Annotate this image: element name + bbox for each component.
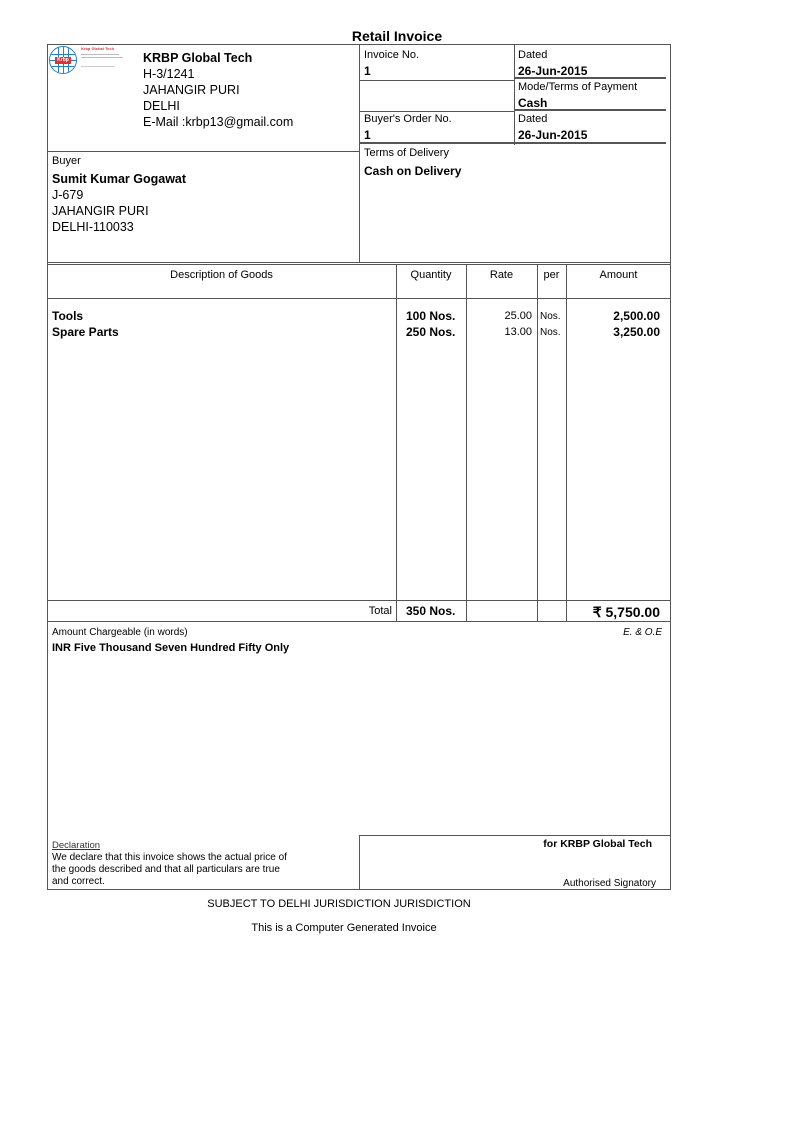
logo-detail-line	[81, 54, 119, 55]
total-amount: ₹ 5,750.00	[592, 604, 660, 620]
item-rate: 13.00	[504, 326, 532, 338]
globe-logo-icon	[49, 46, 77, 74]
column-header-quantity: Quantity	[410, 269, 452, 281]
column-header-per: per	[543, 269, 560, 281]
amount-words-label: Amount Chargeable (in words)	[52, 627, 188, 638]
buyer-order-label: Buyer's Order No.	[364, 113, 452, 125]
declaration-label: Declaration	[52, 840, 101, 851]
signatory-label: Authorised Signatory	[563, 878, 656, 889]
logo-text: Krbp	[55, 57, 71, 64]
item-amount: 2,500.00	[613, 309, 660, 323]
order-dated-value: 26-Jun-2015	[518, 128, 588, 142]
buyer-order-value: 1	[364, 128, 371, 142]
total-label: Total	[368, 605, 392, 617]
eoe-note: E. & O.E	[623, 627, 662, 638]
signatory-box-border	[359, 835, 360, 890]
item-quantity: 250 Nos.	[406, 325, 456, 339]
logo-caption: Krbp Global Tech	[81, 46, 115, 51]
table-top-border	[47, 262, 671, 265]
declaration-line: We declare that this invoice shows the actual price of	[52, 852, 287, 863]
column-divider	[537, 264, 538, 621]
item-quantity: 100 Nos.	[406, 309, 456, 323]
declaration-line: the goods described and that all particulars are true	[52, 864, 280, 875]
divider	[514, 142, 666, 144]
dated-value: 26-Jun-2015	[518, 64, 588, 78]
column-header-rate: Rate	[489, 269, 514, 281]
item-rate: 25.00	[504, 310, 532, 322]
divider	[359, 44, 360, 262]
column-header-amount: Amount	[599, 269, 638, 281]
buyer-name: Sumit Kumar Gogawat	[52, 172, 187, 186]
divider	[47, 151, 359, 152]
signatory-company: for KRBP Global Tech	[543, 838, 652, 850]
computer-generated-note: This is a Computer Generated Invoice	[251, 922, 437, 934]
item-per: Nos.	[540, 327, 561, 338]
item-description: Tools	[52, 309, 84, 323]
declaration-line: and correct.	[52, 876, 105, 887]
seller-name: KRBP Global Tech	[143, 51, 253, 65]
jurisdiction-note: SUBJECT TO DELHI JURISDICTION JURISDICTION	[207, 898, 471, 910]
buyer-label: Buyer	[52, 155, 81, 167]
column-header-description: Description of Goods	[170, 269, 273, 281]
logo-detail-line	[81, 57, 123, 58]
total-row-border	[47, 621, 671, 622]
table-header-border	[47, 298, 671, 299]
item-amount: 3,250.00	[613, 325, 660, 339]
item-description: Spare Parts	[52, 325, 119, 339]
total-quantity: 350 Nos.	[406, 604, 456, 618]
buyer-address-line: JAHANGIR PURI	[52, 204, 149, 218]
signatory-box-border	[359, 835, 671, 836]
total-row-border	[47, 600, 671, 601]
delivery-value: Cash on Delivery	[364, 164, 462, 178]
divider	[359, 80, 514, 81]
buyer-address-line: DELHI-110033	[52, 220, 134, 234]
amount-words-value: INR Five Thousand Seven Hundred Fifty Only	[52, 642, 290, 654]
dated-label: Dated	[518, 49, 548, 61]
seller-email: E-Mail :krbp13@gmail.com	[143, 115, 294, 129]
payment-value: Cash	[518, 96, 548, 110]
order-dated-label: Dated	[518, 113, 548, 125]
invoice-no-value: 1	[364, 64, 371, 78]
seller-address-line: JAHANGIR PURI	[143, 83, 240, 97]
invoice-no-label: Invoice No.	[364, 49, 420, 61]
divider	[359, 111, 514, 112]
column-divider	[396, 264, 397, 621]
item-per: Nos.	[540, 311, 561, 322]
logo-detail-line	[81, 66, 115, 67]
divider	[514, 44, 515, 145]
seller-address-line: DELHI	[143, 99, 180, 113]
delivery-label: Terms of Delivery	[364, 147, 449, 159]
divider	[359, 142, 514, 144]
buyer-address-line: J-679	[52, 188, 84, 202]
payment-label: Mode/Terms of Payment	[518, 81, 638, 93]
seller-address-line: H-3/1241	[143, 67, 195, 81]
document-title: Retail Invoice	[351, 28, 443, 44]
